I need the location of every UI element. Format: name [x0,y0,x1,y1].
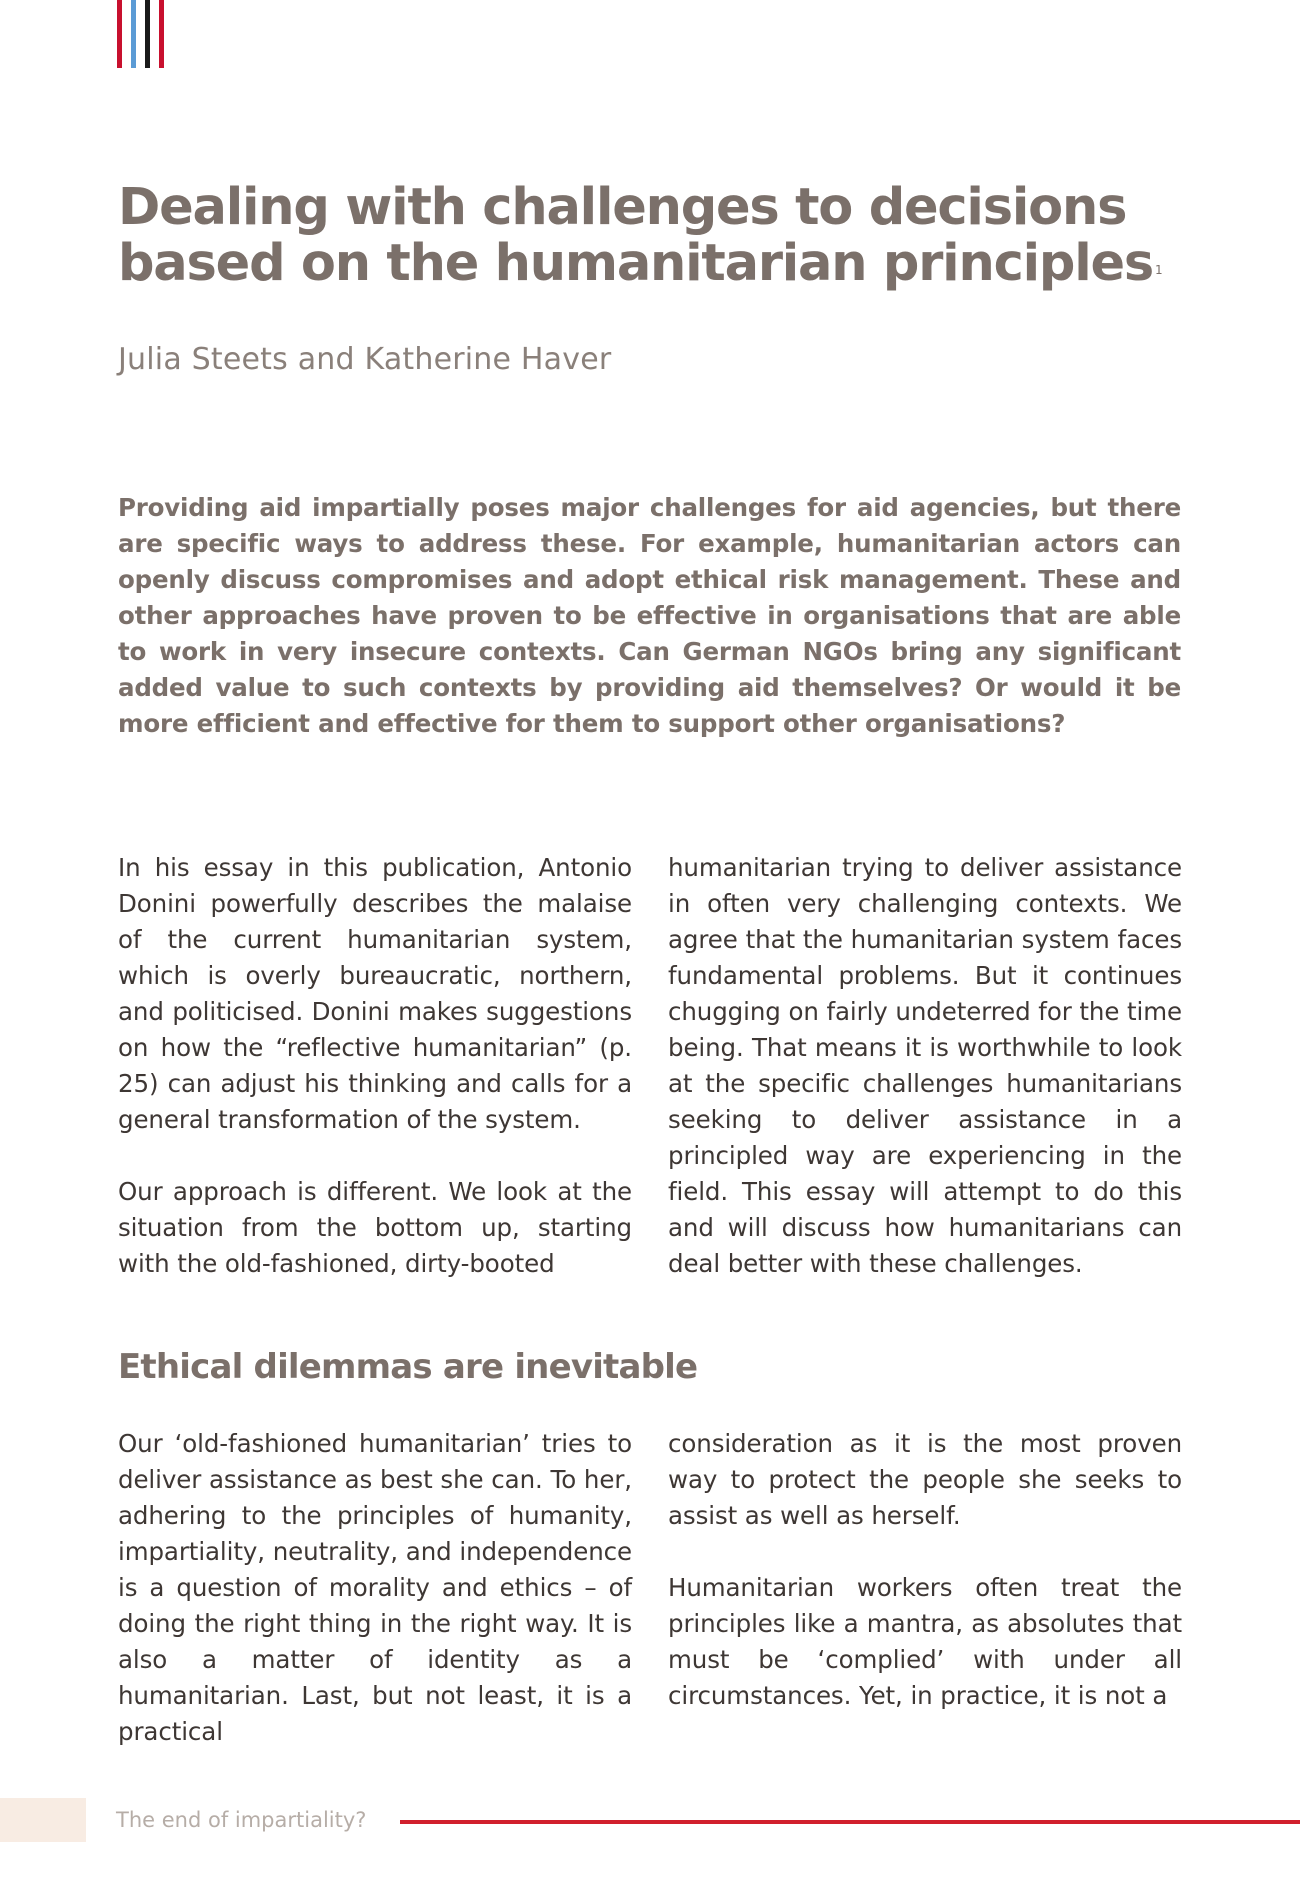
section-paragraph: Humanitarian workers often treat the principles like a mantra, as absolutes that must be ‘complied’ with under all circumstances. Yet, in practice, it is not a [668,1573,1182,1710]
intro-right-column [668,850,1182,1282]
section-paragraph: consideration as it is the most proven way to protect the people she seeks to assist as well as herself. [668,1429,1182,1530]
footer-rule [400,1820,1300,1824]
section-right-column [668,1426,1182,1714]
title-footnote-marker[interactable]: 1 [1155,263,1163,277]
article-title [118,180,1198,292]
article-authors: Julia Steets and Katherine Haver [118,342,612,377]
section-heading: Ethical dilemmas are inevitable [118,1347,698,1387]
intro-paragraph: humanitarian trying to deliver assistance in often very challenging contexts. We agree that the humanitarian system faces fundamental problems. But it continues chugging on fairly undeterred for the time being. That means it is worthwhile to look at the specific challenges humanitarians seeking to deliver assistance in a principled way are experiencing in the field. This essay will attempt to do this and will discuss how humanitarians can deal better with these challenges. [668,853,1182,1278]
section-left-column [118,1426,632,1750]
logo-bar-black [145,0,150,68]
logo-bar-red-2 [159,0,164,68]
logo-bar-red-1 [117,0,122,68]
article-abstract: Providing aid impartially poses major challenges for aid agencies, but there are specific ways to address these. For example, humanitarian actors can openly discuss compromises and adopt ethical risk management. These and other approaches have proven to be effective in organisations that are able to work in very insecure contexts. Can German NGOs bring any significant added value to such contexts by providing aid themselves? Or would it be more efficient and effective for them to support other organisations? [118,493,1181,738]
logo-bars [117,0,177,68]
logo-bar-blue [131,0,136,68]
section-paragraph: Our ‘old-fashioned humanitarian’ tries to deliver assistance as best she can. To her, adhering to the principles of humanity, impartiality, neutrality, and independence is a question of morality and ethics – of doing the right thing in the right way. It is also a matter of identity as a humanitarian. Last, but not least, it is a practical [118,1429,632,1746]
intro-paragraph: In his essay in this publication, Antonio Donini powerfully describes the malaise of the current humanitarian system, which is overly bureaucratic, northern, and politicised. Donini makes suggestions on how the “reflective humanitarian” (p. 25) can adjust his thinking and calls for a general transformation of the system. [118,853,632,1134]
intro-left-column [118,850,632,1282]
running-title: The end of impartiality? [116,1808,367,1832]
page-number-box [0,1798,86,1842]
intro-paragraph: Our approach is different. We look at the situation from the bottom up, starting with the old-fashioned, dirty-booted [118,1177,632,1278]
article-title-text: Dealing with challenges to decisions based on the humanitarian principles [118,178,1154,293]
